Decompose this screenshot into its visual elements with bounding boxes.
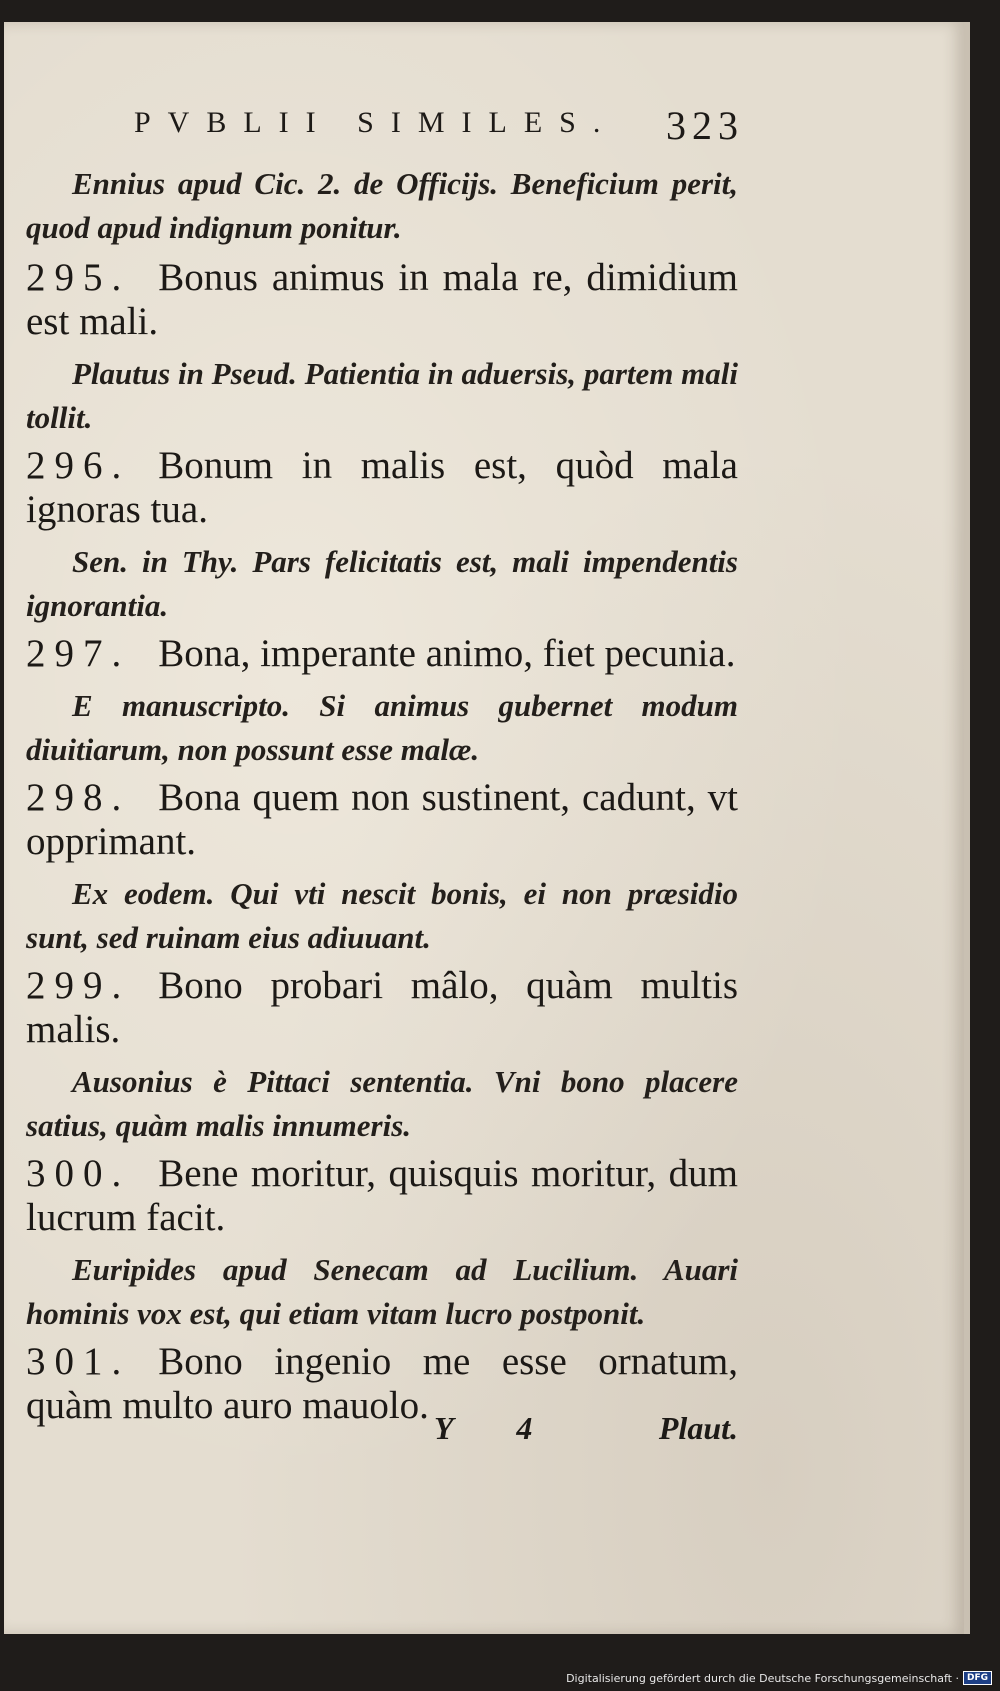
maxim-number: 295. [26, 256, 131, 299]
maxim-number: 298. [26, 776, 131, 819]
digitization-credit [566, 1667, 992, 1689]
maxim-entry-296 [26, 444, 738, 628]
catchword: Plaut. [658, 1410, 738, 1446]
maxim-number: 296. [26, 444, 131, 487]
maxim-text [26, 256, 738, 344]
maxim-sentence: Bono ingenio me esse ornatum, quàm multo auro mauolo. [26, 1340, 738, 1427]
maxim-number: 299. [26, 964, 131, 1007]
maxim-text [26, 632, 738, 676]
source-note: Ex eodem. Qui vti nescit bonis, ei non præsidio sunt, sed ruinam eius adiuuant. [26, 876, 738, 955]
source-note: Sen. in Thy. Pars felicitatis est, mali impendentis ignorantia. [26, 544, 738, 623]
maxim-sentence: Bona, imperante animo, fiet pecunia. [158, 632, 736, 675]
maxim-entry-300 [26, 1152, 738, 1336]
maxim-entry-297 [26, 632, 738, 772]
source-note: Plautus in Pseud. Patientia in aduersis, partem mali tollit. [26, 356, 738, 435]
signature-mark: Y 4 [434, 1410, 561, 1446]
maxim-sentence: Bonum in malis est, quòd mala ignoras tua. [26, 444, 738, 531]
source-note: Ennius apud Cic. 2. de Officijs. Beneficium perit, quod apud indignum ponitur. [26, 166, 738, 245]
maxim-entry-295 [26, 256, 738, 440]
maxim-entry-299 [26, 964, 738, 1148]
source-note: E manuscripto. Si animus gubernet modum diuitiarum, non possunt esse malæ. [26, 688, 738, 767]
maxim-sentence: Bonus animus in mala re, dimidium est mali. [26, 256, 738, 343]
maxim-text [26, 776, 738, 864]
maxim-number: 301. [26, 1340, 131, 1383]
maxim-entry-298 [26, 776, 738, 960]
page-footer [424, 1410, 738, 1460]
maxim-sentence: Bono probari mâlo, quàm multis malis. [26, 964, 738, 1051]
credit-text: Digitalisierung gefördert durch die Deutsche Forschungsgemeinschaft · [566, 1671, 959, 1685]
page-header [134, 103, 744, 156]
page-number: 323 [666, 103, 744, 148]
page-body [26, 162, 738, 1436]
running-title: PVBLII SIMILES. [134, 106, 618, 139]
maxim-sentence: Bene moritur, quisquis moritur, dum lucrum facit. [26, 1152, 738, 1239]
source-note: Ausonius è Pittaci sententia. Vni bono placere satius, quàm malis innumeris. [26, 1064, 738, 1143]
maxim-text [26, 444, 738, 532]
source-note: Euripides apud Senecam ad Lucilium. Auari hominis vox est, qui etiam vitam lucro postponit. [26, 1252, 738, 1331]
dfg-logo: DFG [963, 1671, 992, 1685]
maxim-text [26, 964, 738, 1052]
maxim-sentence: Bona quem non sustinent, cadunt, vt opprimant. [26, 776, 738, 863]
maxim-text [26, 1152, 738, 1240]
book-page [4, 22, 970, 1634]
maxim-number: 300. [26, 1152, 131, 1195]
maxim-number: 297. [26, 632, 131, 675]
opening-source-note [26, 162, 738, 250]
